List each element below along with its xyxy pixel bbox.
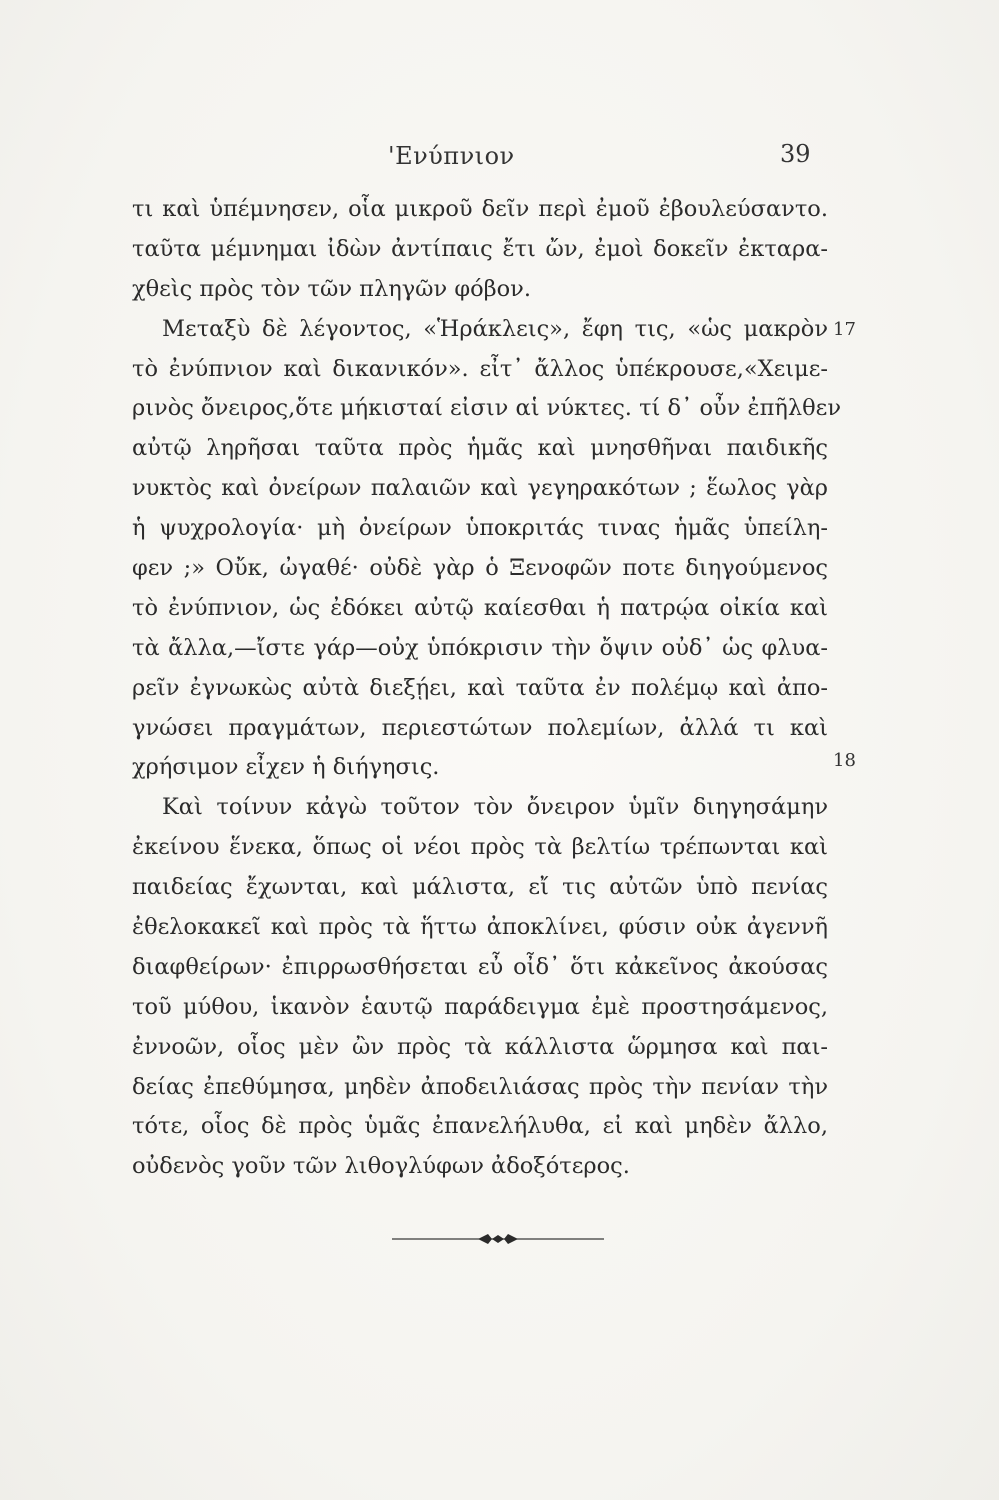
text-line: Μεταξὺ δὲ λέγοντος, «Ἡράκλεις», ἔφη τις, «ὡς μακρὸν [162,315,828,342]
text-line: τότε, οἷος δὲ πρὸς ὑμᾶς ἐπανελήλυθα, εἰ καὶ μηδὲν ἄλλο, [132,1113,828,1140]
text-line: ρεῖν ἐγνωκὼς αὐτὰ διεξῄει, καὶ ταῦτα ἐν πολέμῳ καὶ ἀπο- [132,674,828,701]
text-line: τὸ ἐνύπνιον, ὡς ἐδόκει αὐτῷ καίεσθαι ἡ πατρῴα οἰκία καὶ [132,594,828,621]
text-line: δείας ἐπεθύμησα, μηδὲν ἀποδειλιάσας πρὸς τὴν πενίαν τὴν [132,1073,828,1100]
page-number: 39 [780,140,811,168]
section-number-17: 17 [833,319,856,340]
text-line: τὸ ἐνύπνιον καὶ δικανικόν». εἶτ᾽ ἄλλος ὑπέκρουσε,«Χειμε- [132,355,828,382]
text-line: χρήσιμον εἶχεν ἡ διήγησις. [132,754,440,781]
text-line: αὐτῷ ληρῆσαι ταῦτα πρὸς ἡμᾶς καὶ μνησθῆναι παιδικῆς [132,435,828,462]
end-ornament-icon [392,1229,604,1249]
text-line: ἐθελοκακεῖ καὶ πρὸς τὰ ἥττω ἀποκλίνει, φύσιν οὐκ ἀγεννῆ [132,914,828,941]
text-line: Καὶ τοίνυν κἀγὼ τοῦτον τὸν ὄνειρον ὑμῖν διηγησάμην [162,794,828,821]
text-line: τι καὶ ὑπέμνησεν, οἷα μικροῦ δεῖν περὶ ἐμοῦ ἐβουλεύσαντο. [132,196,828,222]
text-line: ἐννοῶν, οἷος μὲν ὢν πρὸς τὰ κάλλιστα ὥρμησα καὶ παι- [132,1033,828,1060]
text-line: ρινὸς ὄνειρος,ὅτε μήκισταί εἰσιν αἱ νύκτες. τί δ᾽ οὖν ἐπῆλθεν [132,395,842,422]
text-line: γνώσει πραγμάτων, περιεστώτων πολεμίων, ἀλλά τι καὶ [132,714,828,741]
text-line: ἡ ψυχρολογία· μὴ ὀνείρων ὑποκριτάς τινας ἡμᾶς ὑπείλη- [132,515,828,542]
text-line: τὰ ἄλλα,—ἴστε γάρ—οὐχ ὑπόκρισιν τὴν ὄψιν οὐδ᾽ ὡς φλυα- [132,634,828,661]
text-line: φεν ;» Οὔκ, ὠγαθέ· οὐδὲ γὰρ ὁ Ξενοφῶν ποτε διηγούμενος [132,555,828,582]
text-line: νυκτὸς καὶ ὀνείρων παλαιῶν καὶ γεγηρακότων ; ἕωλος γὰρ [132,475,828,502]
text-line: παιδείας ἔχωνται, καὶ μάλιστα, εἴ τις αὐτῶν ὑπὸ πενίας [132,874,828,901]
text-line: διαφθείρων· ἐπιρρωσθήσεται εὖ οἶδ᾽ ὅτι κἀκεῖνος ἀκούσας [132,953,828,980]
text-line: οὐδενὸς γοῦν τῶν λιθογλύφων ἀδοξότερος. [132,1153,630,1180]
running-head [0,138,999,178]
text-line: ἐκείνου ἕνεκα, ὅπως οἱ νέοι πρὸς τὰ βελτίω τρέπωνται καὶ [132,834,828,861]
text-line: χθεὶς πρὸς τὸν τῶν πληγῶν φόβον. [132,275,532,302]
section-number-18: 18 [833,750,856,771]
body-text [132,190,842,1187]
text-line: τοῦ μύθου, ἱκανὸν ἑαυτῷ παράδειγμα ἐμὲ προστησάμενος, [132,993,828,1020]
text-line: ταῦτα μέμνημαι ἰδὼν ἀντίπαις ἔτι ὤν, ἐμοὶ δοκεῖν ἐκταρα- [132,235,828,262]
running-title: 'Ενύπνιον [388,142,515,170]
